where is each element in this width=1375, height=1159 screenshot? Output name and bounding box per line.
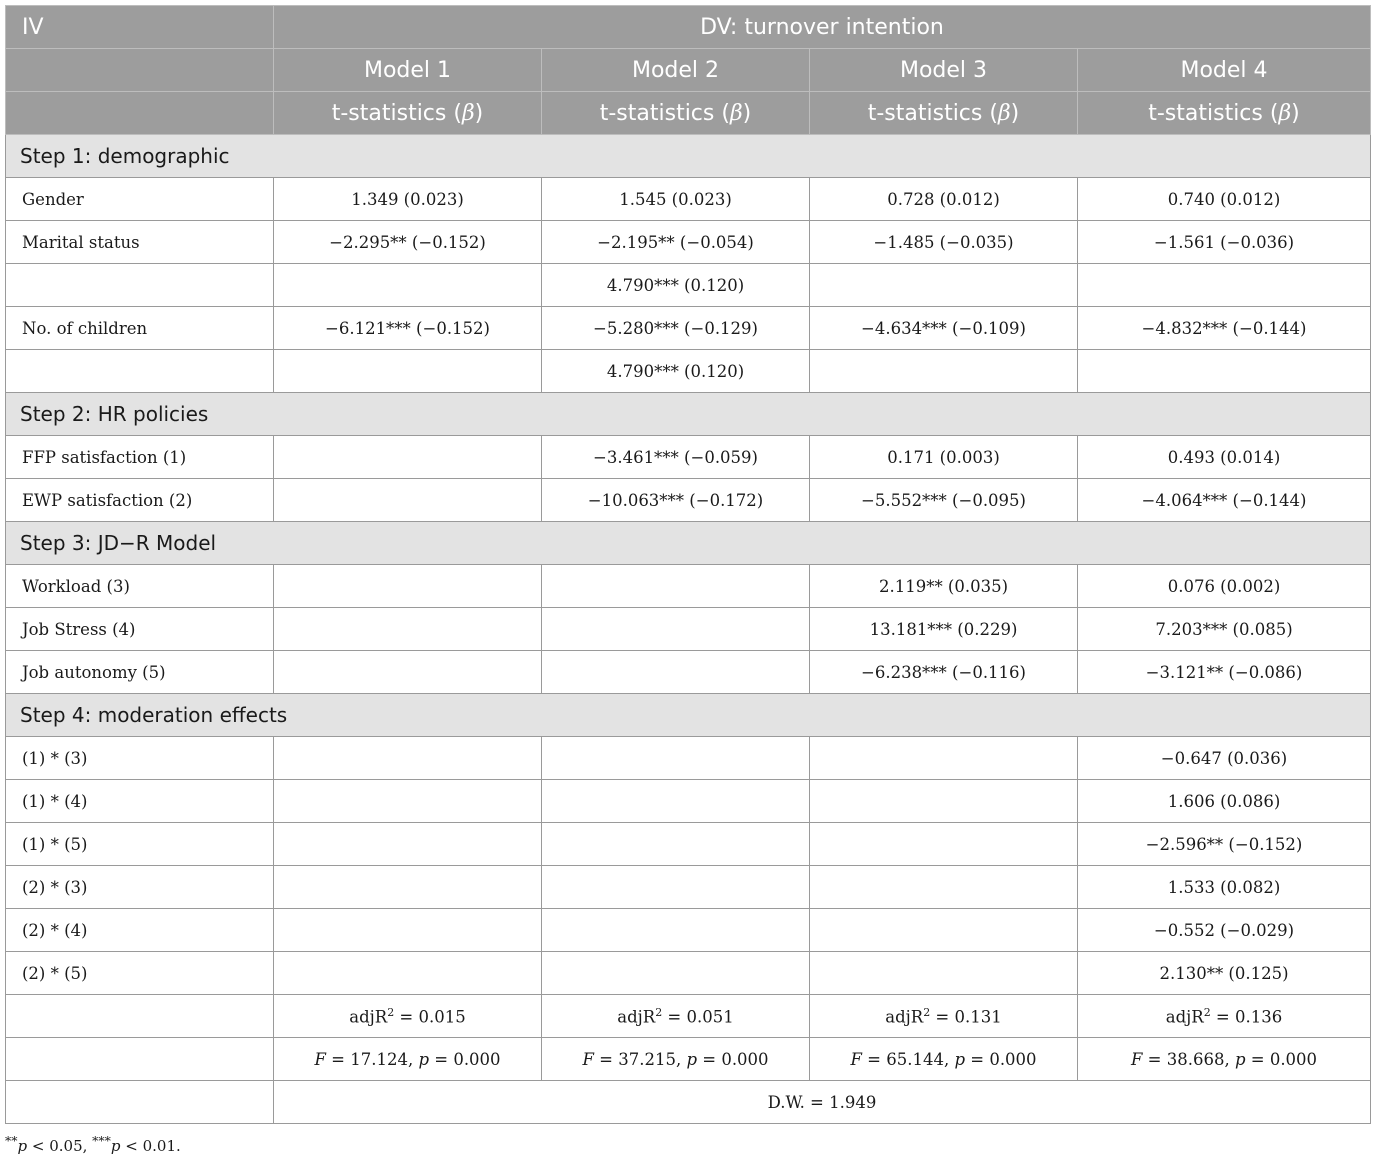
table-row bbox=[6, 952, 1371, 995]
coefficient-cell bbox=[810, 350, 1078, 393]
coefficient-cell bbox=[542, 565, 810, 608]
coefficient-cell: 1.349 (0.023) bbox=[274, 178, 542, 221]
table-row bbox=[6, 264, 1371, 307]
adj-r2-cell bbox=[810, 995, 1078, 1038]
f-label: F bbox=[582, 1049, 594, 1069]
table-row bbox=[6, 221, 1371, 264]
coefficient-cell: −2.195** (−0.054) bbox=[542, 221, 810, 264]
adj-r2-cell bbox=[274, 995, 542, 1038]
p-label: p bbox=[954, 1049, 965, 1069]
p-label: p bbox=[686, 1049, 697, 1069]
variable-label: Job Stress (4) bbox=[6, 608, 274, 651]
coefficient-cell: −4.832*** (−0.144) bbox=[1078, 307, 1371, 350]
footnote-text-2: < 0.01. bbox=[120, 1137, 181, 1155]
coefficient-cell: −0.647 (0.036) bbox=[1078, 737, 1371, 780]
f-statistic-row bbox=[6, 1038, 1371, 1081]
adj-r2-label: adjR bbox=[1165, 1007, 1204, 1027]
statistic-header bbox=[1078, 92, 1371, 135]
statistic-header-text: t-statistics ( bbox=[331, 100, 462, 126]
coefficient-cell bbox=[274, 264, 542, 307]
variable-label: (1) * (4) bbox=[6, 780, 274, 823]
statistic-header-close: ) bbox=[742, 100, 752, 126]
adj-r2-value: = 0.051 bbox=[662, 1007, 734, 1027]
coefficient-cell: −3.461*** (−0.059) bbox=[542, 436, 810, 479]
coefficient-cell: −10.063*** (−0.172) bbox=[542, 479, 810, 522]
coefficient-cell: 4.790*** (0.120) bbox=[542, 264, 810, 307]
coefficient-cell: 1.533 (0.082) bbox=[1078, 866, 1371, 909]
coefficient-cell bbox=[274, 350, 542, 393]
header-row-dv bbox=[6, 6, 1371, 49]
statistic-header bbox=[810, 92, 1078, 135]
coefficient-cell bbox=[274, 952, 542, 995]
empty-cell bbox=[6, 995, 274, 1038]
coefficient-cell: −0.552 (−0.029) bbox=[1078, 909, 1371, 952]
coefficient-cell: −2.295** (−0.152) bbox=[274, 221, 542, 264]
coefficient-cell: −5.280*** (−0.129) bbox=[542, 307, 810, 350]
adj-r2-cell bbox=[542, 995, 810, 1038]
footnote-p-2: p bbox=[110, 1137, 121, 1155]
model-header: Model 4 bbox=[1078, 49, 1371, 92]
table-row bbox=[6, 866, 1371, 909]
empty-header-cell bbox=[6, 92, 274, 135]
coefficient-cell: 0.076 (0.002) bbox=[1078, 565, 1371, 608]
coefficient-cell: 1.606 (0.086) bbox=[1078, 780, 1371, 823]
coefficient-cell bbox=[274, 608, 542, 651]
f-statistic-cell bbox=[810, 1038, 1078, 1081]
coefficient-cell: −1.561 (−0.036) bbox=[1078, 221, 1371, 264]
p-value: = 0.000 bbox=[965, 1049, 1037, 1069]
header-row-models bbox=[6, 49, 1371, 92]
coefficient-cell bbox=[810, 264, 1078, 307]
coefficient-cell bbox=[274, 823, 542, 866]
f-value: = 38.668, bbox=[1142, 1049, 1235, 1069]
empty-header-cell bbox=[6, 49, 274, 92]
f-label: F bbox=[1130, 1049, 1143, 1069]
coefficient-cell bbox=[810, 909, 1078, 952]
f-value: = 65.144, bbox=[861, 1049, 955, 1069]
coefficient-cell: 2.130** (0.125) bbox=[1078, 952, 1371, 995]
variable-label bbox=[6, 350, 274, 393]
coefficient-cell: 13.181*** (0.229) bbox=[810, 608, 1078, 651]
coefficient-cell: −1.485 (−0.035) bbox=[810, 221, 1078, 264]
regression-table-container bbox=[5, 5, 1370, 1124]
f-statistic-cell bbox=[542, 1038, 810, 1081]
durbin-watson-row bbox=[6, 1081, 1371, 1124]
coefficient-cell bbox=[274, 651, 542, 694]
coefficient-cell: 4.790*** (0.120) bbox=[542, 350, 810, 393]
step-title: Step 4: moderation effects bbox=[6, 694, 1371, 737]
step-row bbox=[6, 522, 1371, 565]
p-value: = 0.000 bbox=[429, 1049, 501, 1069]
coefficient-cell bbox=[810, 866, 1078, 909]
coefficient-cell bbox=[542, 866, 810, 909]
coefficient-cell bbox=[274, 909, 542, 952]
coefficient-cell bbox=[274, 436, 542, 479]
step-title: Step 3: JD−R Model bbox=[6, 522, 1371, 565]
iv-header: IV bbox=[6, 6, 274, 49]
adj-r2-value: = 0.136 bbox=[1210, 1007, 1283, 1027]
durbin-watson-value: D.W. = 1.949 bbox=[274, 1081, 1371, 1124]
footnote-text-1: < 0.05, bbox=[27, 1137, 93, 1155]
coefficient-cell: −6.121*** (−0.152) bbox=[274, 307, 542, 350]
coefficient-cell: 1.545 (0.023) bbox=[542, 178, 810, 221]
p-label: p bbox=[418, 1049, 429, 1069]
adj-r2-value: = 0.131 bbox=[930, 1007, 1002, 1027]
variable-label: Job autonomy (5) bbox=[6, 651, 274, 694]
adj-r2-superscript: 2 bbox=[923, 1005, 931, 1019]
variable-label: Workload (3) bbox=[6, 565, 274, 608]
coefficient-cell bbox=[810, 823, 1078, 866]
statistic-header bbox=[542, 92, 810, 135]
coefficient-cell bbox=[542, 823, 810, 866]
table-row bbox=[6, 823, 1371, 866]
f-statistic-cell bbox=[1078, 1038, 1371, 1081]
coefficient-cell bbox=[542, 737, 810, 780]
footnote bbox=[5, 1133, 181, 1155]
table-row bbox=[6, 178, 1371, 221]
adj-r2-label: adjR bbox=[885, 1007, 924, 1027]
empty-cell bbox=[6, 1081, 274, 1124]
table-row bbox=[6, 780, 1371, 823]
coefficient-cell: −6.238*** (−0.116) bbox=[810, 651, 1078, 694]
adj-r2-label: adjR bbox=[617, 1007, 656, 1027]
footnote-p-1: p bbox=[17, 1137, 28, 1155]
table-row bbox=[6, 479, 1371, 522]
table-row bbox=[6, 436, 1371, 479]
coefficient-cell: −4.064*** (−0.144) bbox=[1078, 479, 1371, 522]
coefficient-cell bbox=[274, 737, 542, 780]
statistic-header-close: ) bbox=[474, 100, 484, 126]
beta-symbol: β bbox=[461, 100, 475, 126]
table-row bbox=[6, 651, 1371, 694]
coefficient-cell: −4.634*** (−0.109) bbox=[810, 307, 1078, 350]
coefficient-cell bbox=[542, 909, 810, 952]
statistic-header-text: t-statistics ( bbox=[867, 100, 998, 126]
variable-label: (1) * (3) bbox=[6, 737, 274, 780]
model-header: Model 1 bbox=[274, 49, 542, 92]
coefficient-cell: 2.119** (0.035) bbox=[810, 565, 1078, 608]
regression-table bbox=[5, 5, 1371, 1124]
dv-header: DV: turnover intention bbox=[274, 6, 1371, 49]
variable-label bbox=[6, 264, 274, 307]
coefficient-cell: 0.171 (0.003) bbox=[810, 436, 1078, 479]
coefficient-cell: 7.203*** (0.085) bbox=[1078, 608, 1371, 651]
footnote-stars-2: *** bbox=[92, 1133, 111, 1148]
p-label: p bbox=[1234, 1049, 1246, 1069]
table-row bbox=[6, 608, 1371, 651]
step-row bbox=[6, 393, 1371, 436]
coefficient-cell bbox=[542, 952, 810, 995]
coefficient-cell: −3.121** (−0.086) bbox=[1078, 651, 1371, 694]
variable-label: (2) * (4) bbox=[6, 909, 274, 952]
f-label: F bbox=[850, 1049, 862, 1069]
coefficient-cell bbox=[274, 780, 542, 823]
model-header: Model 2 bbox=[542, 49, 810, 92]
empty-cell bbox=[6, 1038, 274, 1081]
coefficient-cell: 0.728 (0.012) bbox=[810, 178, 1078, 221]
variable-label: EWP satisfaction (2) bbox=[6, 479, 274, 522]
statistic-header-close: ) bbox=[1010, 100, 1020, 126]
adj-r2-cell bbox=[1078, 995, 1371, 1038]
variable-label: Marital status bbox=[6, 221, 274, 264]
table-row bbox=[6, 909, 1371, 952]
coefficient-cell bbox=[274, 479, 542, 522]
coefficient-cell bbox=[274, 866, 542, 909]
statistic-header-text: t-statistics ( bbox=[1148, 100, 1279, 126]
coefficient-cell bbox=[810, 780, 1078, 823]
variable-label: Gender bbox=[6, 178, 274, 221]
coefficient-cell bbox=[1078, 350, 1371, 393]
beta-symbol: β bbox=[729, 100, 743, 126]
coefficient-cell bbox=[542, 608, 810, 651]
variable-label: (2) * (5) bbox=[6, 952, 274, 995]
step-title: Step 1: demographic bbox=[6, 135, 1371, 178]
header-row-statistics bbox=[6, 92, 1371, 135]
coefficient-cell: −2.596** (−0.152) bbox=[1078, 823, 1371, 866]
step-row bbox=[6, 694, 1371, 737]
step-title: Step 2: HR policies bbox=[6, 393, 1371, 436]
statistic-header-text: t-statistics ( bbox=[599, 100, 730, 126]
coefficient-cell bbox=[274, 565, 542, 608]
p-value: = 0.000 bbox=[1245, 1049, 1318, 1069]
coefficient-cell: 0.740 (0.012) bbox=[1078, 178, 1371, 221]
coefficient-cell: −5.552*** (−0.095) bbox=[810, 479, 1078, 522]
f-statistic-cell bbox=[274, 1038, 542, 1081]
beta-symbol: β bbox=[997, 100, 1011, 126]
coefficient-cell bbox=[542, 651, 810, 694]
statistic-header-close: ) bbox=[1291, 100, 1300, 126]
step-row bbox=[6, 135, 1371, 178]
statistic-header bbox=[274, 92, 542, 135]
coefficient-cell bbox=[810, 952, 1078, 995]
coefficient-cell bbox=[542, 780, 810, 823]
model-header: Model 3 bbox=[810, 49, 1078, 92]
adj-r2-row bbox=[6, 995, 1371, 1038]
coefficient-cell bbox=[810, 737, 1078, 780]
adj-r2-superscript: 2 bbox=[655, 1005, 663, 1019]
f-value: = 17.124, bbox=[325, 1049, 419, 1069]
variable-label: (2) * (3) bbox=[6, 866, 274, 909]
table-row bbox=[6, 350, 1371, 393]
f-value: = 37.215, bbox=[593, 1049, 687, 1069]
table-row bbox=[6, 307, 1371, 350]
variable-label: (1) * (5) bbox=[6, 823, 274, 866]
adj-r2-superscript: 2 bbox=[1203, 1005, 1211, 1019]
adj-r2-value: = 0.015 bbox=[394, 1007, 466, 1027]
variable-label: FFP satisfaction (1) bbox=[6, 436, 274, 479]
beta-symbol: β bbox=[1278, 100, 1292, 126]
table-row bbox=[6, 737, 1371, 780]
adj-r2-superscript: 2 bbox=[387, 1005, 395, 1019]
f-label: F bbox=[314, 1049, 326, 1069]
adj-r2-label: adjR bbox=[349, 1007, 388, 1027]
p-value: = 0.000 bbox=[697, 1049, 769, 1069]
footnote-stars-1: ** bbox=[5, 1133, 18, 1148]
coefficient-cell bbox=[1078, 264, 1371, 307]
table-row bbox=[6, 565, 1371, 608]
variable-label: No. of children bbox=[6, 307, 274, 350]
coefficient-cell: 0.493 (0.014) bbox=[1078, 436, 1371, 479]
